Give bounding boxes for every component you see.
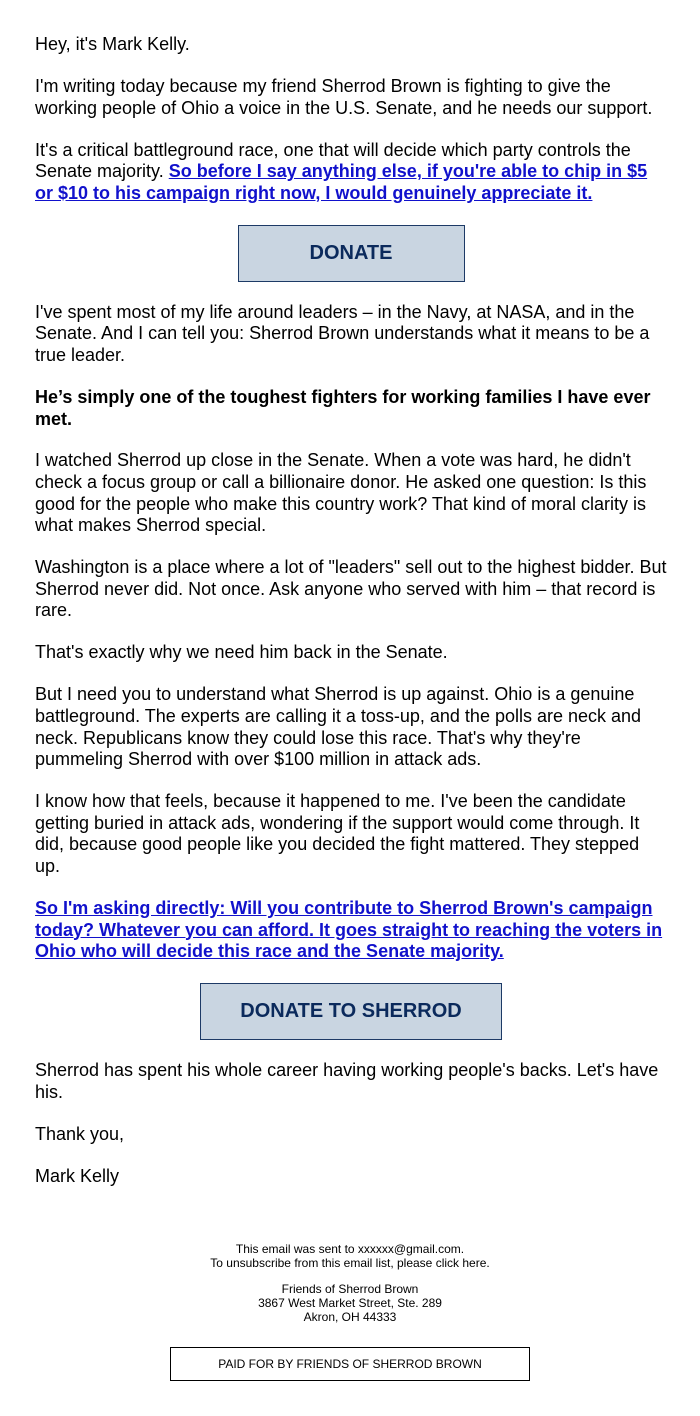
paragraph-attack-ads: I know how that feels, because it happened to me. I've been the candidate getting buried in attack ads, wondering if the support would come through. It did, because good people like you decided the fight mattered. They stepped up. [35, 791, 640, 876]
paragraph-washington: Washington is a place where a lot of "leaders" sell out to the highest bidder. But Sherrod never did. Not once. Ask anyone who served with him – that record is rare. [35, 557, 667, 621]
sent-to-text: This email was sent to xxxxxx@gmail.com. [235, 1242, 465, 1256]
paragraph-backs: Sherrod has spent his whole career having working people's backs. Let's have his. [35, 1060, 659, 1102]
donate-button-row [35, 225, 667, 282]
closing: Thank you, [35, 1123, 125, 1144]
donate-to-sherrod-row [35, 983, 667, 1040]
paragraph-leaders: I've spent most of my life around leaders – in the Navy, at NASA, and in the Senate. And I can tell you: Sherrod Brown understands what it means to be a true leader. [35, 301, 650, 365]
footer-address [0, 1282, 700, 1324]
address-line-1: 3867 West Market Street, Ste. 289 [258, 1296, 442, 1310]
donate-button[interactable]: DONATE [238, 225, 465, 282]
chip-in-link[interactable]: So before I say anything else, if you're able to chip in $5 or $10 to his campaign right now, I would genuinely appreciate it. [35, 161, 648, 203]
email-footer [0, 1242, 700, 1336]
address-line-2: Akron, OH 44333 [303, 1310, 397, 1324]
paragraph-battleground-text: It's a critical battleground race, one that will decide which party controls the Senate majority. [35, 139, 631, 182]
paragraph-intro: I'm writing today because my friend Sherrod Brown is fighting to give the working people of Ohio a voice in the U.S. Senate, and he needs our support. [35, 75, 653, 118]
paragraph-watched: I watched Sherrod up close in the Senate. When a vote was hard, he didn't check a focus group or call a billionaire donor. He asked one question: Is this good for the people who make this country work? That kind of moral clarity is what makes Sherrod special. [35, 450, 647, 536]
paragraph-toughest-fighter [35, 387, 667, 430]
signature: Mark Kelly [35, 1165, 120, 1186]
unsubscribe-link[interactable]: To unsubscribe from this email list, please click here. [210, 1256, 490, 1270]
email-body [35, 34, 667, 1208]
contribute-link[interactable]: So I'm asking directly: Will you contribute to Sherrod Brown's campaign today? Whatever you can afford. It goes straight to reaching the voters in Ohio who will decide this race and the Senate majority. [35, 897, 663, 962]
paragraph-battleground [35, 140, 667, 205]
footer-notice [0, 1242, 700, 1270]
donate-to-sherrod-button[interactable]: DONATE TO SHERROD [200, 983, 502, 1040]
toughest-fighter-text: He’s simply one of the toughest fighters for working families I have ever met. [35, 386, 651, 429]
paragraph-back-in-senate: That's exactly why we need him back in the Senate. [35, 642, 448, 663]
paid-for-disclaimer: PAID FOR BY FRIENDS OF SHERROD BROWN [170, 1347, 530, 1381]
org-name: Friends of Sherrod Brown [281, 1282, 419, 1296]
paragraph-asking-directly [35, 898, 667, 963]
greeting: Hey, it's Mark Kelly. [35, 34, 190, 54]
paragraph-up-against: But I need you to understand what Sherrod is up against. Ohio is a genuine battleground. The experts are calling it a toss-up, and the polls are neck and neck. Republicans know they could lose this race. That's why they're pummeling Sherrod with over $100 million in attack ads. [35, 684, 642, 770]
